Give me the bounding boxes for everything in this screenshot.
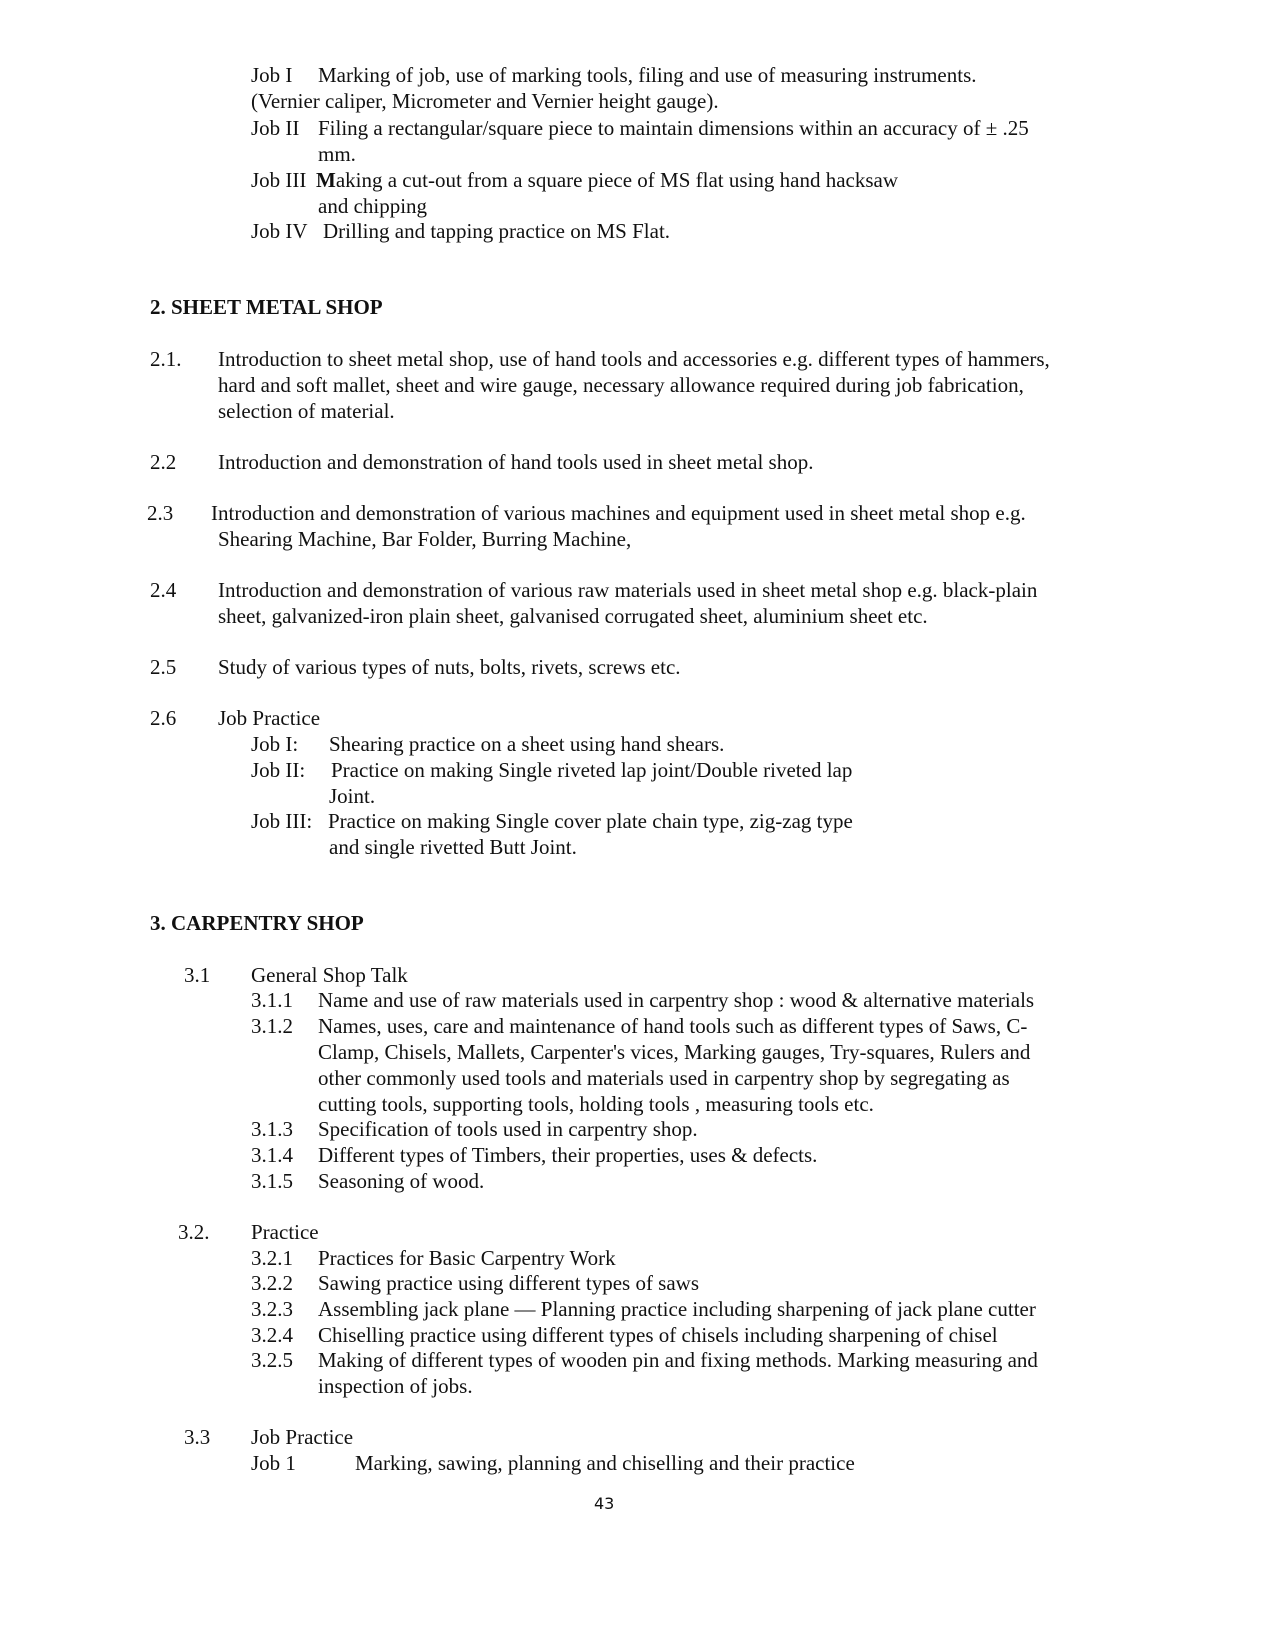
job-3-rest: aking a cut-out from a square piece of MS flat using hand hacksaw bbox=[335, 168, 898, 192]
sheet-job-3-line: and single rivetted Butt Joint. bbox=[329, 835, 577, 859]
sheet-job-3-label: Job III: bbox=[251, 809, 313, 833]
job-2-continuation: mm. bbox=[318, 142, 356, 166]
item-3-1-2-line: other commonly used tools and materials used in carpentry shop by segregating as bbox=[318, 1066, 1010, 1090]
job-3-bold-initial: M bbox=[316, 168, 336, 192]
item-3-1-4-line: Different types of Timbers, their properties, uses & defects. bbox=[318, 1143, 818, 1167]
item-2-4-line: sheet, galvanized-iron plain sheet, galvanised corrugated sheet, aluminium sheet etc. bbox=[218, 604, 928, 628]
item-2-3-line: Introduction and demonstration of various machines and equipment used in sheet metal shop e.g. bbox=[211, 501, 1026, 525]
item-3-2-3-number: 3.2.3 bbox=[251, 1297, 293, 1321]
job-1-text: Marking of job, use of marking tools, filing and use of measuring instruments. bbox=[318, 63, 977, 87]
job-3-continuation: and chipping bbox=[318, 194, 428, 218]
job-1-continuation: (Vernier caliper, Micrometer and Vernier height gauge). bbox=[251, 89, 719, 113]
sheet-job-1-line: Shearing practice on a sheet using hand shears. bbox=[329, 732, 725, 756]
item-2-2-line: Introduction and demonstration of hand tools used in sheet metal shop. bbox=[218, 450, 814, 474]
sheet-job-2-label: Job II: bbox=[251, 758, 306, 782]
item-2-3-number: 2.3 bbox=[147, 501, 174, 525]
item-2-1-line: hard and soft mallet, sheet and wire gauge, necessary allowance required during job fabrication, bbox=[218, 373, 1024, 397]
item-2-5-line: Study of various types of nuts, bolts, rivets, screws etc. bbox=[218, 655, 681, 679]
section-3-3-title: Job Practice bbox=[251, 1425, 354, 1449]
job-1-label: Job I bbox=[251, 63, 293, 87]
item-2-5-number: 2.5 bbox=[150, 655, 177, 679]
section-3-3-number: 3.3 bbox=[184, 1425, 211, 1449]
sheet-metal-heading: 2. SHEET METAL SHOP bbox=[150, 295, 383, 319]
job-2-label: Job II bbox=[251, 116, 300, 140]
section-3-1-number: 3.1 bbox=[184, 963, 211, 987]
item-3-1-5-number: 3.1.5 bbox=[251, 1169, 293, 1193]
item-3-2-5-line: Making of different types of wooden pin and fixing methods. Marking measuring and bbox=[318, 1348, 1038, 1372]
item-2-4-number: 2.4 bbox=[150, 578, 177, 602]
item-2-1-line: Introduction to sheet metal shop, use of hand tools and accessories e.g. different types of hammers, bbox=[218, 347, 1050, 371]
section-3-1-title: General Shop Talk bbox=[251, 963, 408, 987]
item-2-1-number: 2.1. bbox=[150, 347, 182, 371]
item-2-1-line: selection of material. bbox=[218, 399, 395, 423]
job-3-text bbox=[316, 170, 898, 191]
item-2-6-number: 2.6 bbox=[150, 706, 177, 730]
item-3-2-3-line: Assembling jack plane — Planning practice including sharpening of jack plane cutter bbox=[318, 1297, 1036, 1321]
page-number: 43 bbox=[594, 1494, 615, 1513]
item-3-1-2-number: 3.1.2 bbox=[251, 1014, 293, 1038]
item-3-1-2-line: Names, uses, care and maintenance of hand tools such as different types of Saws, C- bbox=[318, 1014, 1028, 1038]
item-3-2-4-line: Chiselling practice using different types of chisels including sharpening of chisel bbox=[318, 1323, 998, 1347]
item-3-1-4-number: 3.1.4 bbox=[251, 1143, 293, 1167]
sheet-job-1-label: Job I: bbox=[251, 732, 299, 756]
section-3-2-title: Practice bbox=[251, 1220, 319, 1244]
item-3-2-2-number: 3.2.2 bbox=[251, 1271, 293, 1295]
sheet-job-2-line: Joint. bbox=[329, 784, 376, 808]
item-3-2-4-number: 3.2.4 bbox=[251, 1323, 293, 1347]
item-2-3-line: Shearing Machine, Bar Folder, Burring Machine, bbox=[218, 527, 632, 551]
job-4-label: Job IV bbox=[251, 219, 308, 243]
item-3-1-1-line: Name and use of raw materials used in carpentry shop : wood & alternative materials bbox=[318, 988, 1035, 1012]
item-2-4-line: Introduction and demonstration of various raw materials used in sheet metal shop e.g. black-plain bbox=[218, 578, 1038, 602]
sheet-job-2-line: Practice on making Single riveted lap joint/Double riveted lap bbox=[331, 758, 853, 782]
item-2-2-number: 2.2 bbox=[150, 450, 177, 474]
job-3-label: Job III bbox=[251, 168, 307, 192]
item-3-1-2-line: cutting tools, supporting tools, holding tools , measuring tools etc. bbox=[318, 1092, 874, 1116]
job-2-text: Filing a rectangular/square piece to maintain dimensions within an accuracy of ± .25 bbox=[318, 116, 1029, 140]
item-2-6-line: Job Practice bbox=[218, 706, 321, 730]
item-3-1-5-line: Seasoning of wood. bbox=[318, 1169, 485, 1193]
item-3-1-3-line: Specification of tools used in carpentry shop. bbox=[318, 1117, 698, 1141]
job-4-text: Drilling and tapping practice on MS Flat. bbox=[323, 219, 671, 243]
item-3-1-3-number: 3.1.3 bbox=[251, 1117, 293, 1141]
carpentry-job-1-text: Marking, sawing, planning and chiselling and their practice bbox=[355, 1451, 855, 1475]
carpentry-job-1-label: Job 1 bbox=[251, 1451, 296, 1475]
section-3-2-number: 3.2. bbox=[178, 1220, 210, 1244]
carpentry-heading: 3. CARPENTRY SHOP bbox=[150, 911, 364, 935]
item-3-2-1-line: Practices for Basic Carpentry Work bbox=[318, 1246, 616, 1270]
item-3-1-2-line: Clamp, Chisels, Mallets, Carpenter's vices, Marking gauges, Try-squares, Rulers and bbox=[318, 1040, 1031, 1064]
item-3-2-2-line: Sawing practice using different types of saws bbox=[318, 1271, 700, 1295]
sheet-job-3-line: Practice on making Single cover plate chain type, zig-zag type bbox=[328, 809, 853, 833]
item-3-2-5-line: inspection of jobs. bbox=[318, 1374, 473, 1398]
item-3-2-5-number: 3.2.5 bbox=[251, 1348, 293, 1372]
item-3-1-1-number: 3.1.1 bbox=[251, 988, 293, 1012]
item-3-2-1-number: 3.2.1 bbox=[251, 1246, 293, 1270]
